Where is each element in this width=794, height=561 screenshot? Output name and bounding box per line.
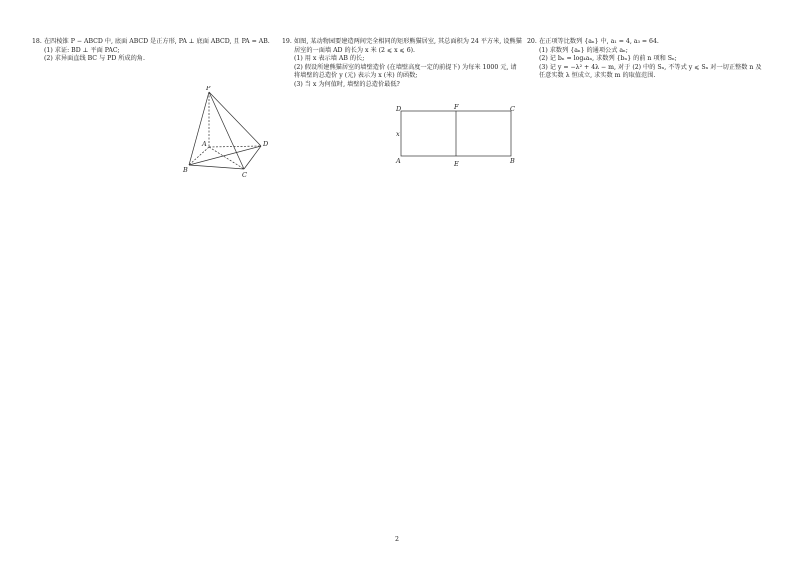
question-part-1: (1) 求证: BD ⊥ 平面 PAC; (44, 46, 120, 54)
question-number: 20. (527, 38, 537, 45)
question-part-2: (2) 假设所建熊猫居室的墙壁造价 (在墙壁高度一定的前提下) 为每米 1000 元, 请将墙壁的总造价 y (元) 表示为 x (米) 的函数; (294, 63, 517, 80)
rooms-figure (392, 104, 522, 168)
question-part-2: (2) 记 bₙ = log₄aₙ, 求数列 {bₙ} 的前 n 项和 Sₙ; (539, 55, 677, 63)
question-part-3: (3) 当 x 为何值时, 墙壁的总造价最低? (294, 80, 400, 88)
side-label-x: x (396, 130, 400, 138)
point-label-d: D (396, 105, 402, 113)
question-part-2: (2) 求异面直线 BC 与 PD 所成的角. (44, 55, 145, 63)
point-label-f: F (454, 104, 459, 111)
vertex-label-d: D (263, 140, 269, 148)
vertex-label-a: A (202, 140, 207, 148)
question-part-1: (1) 用 x 表示墙 AB 的长; (294, 55, 365, 63)
question-part-1: (1) 求数列 {aₙ} 的通项公式 aₙ; (539, 46, 628, 54)
vertex-label-b: B (183, 166, 188, 174)
vertex-label-c: C (242, 171, 247, 178)
question-stem: 如图, 某动物园要建造两间完全相同的矩形熊猫居室, 其总面积为 24 平方米, 设熊猫居室的一面墙 AD 的长为 x 米 (2 ⩽ x ⩽ 6). (294, 38, 522, 54)
question-part-3: (3) 记 y = −λ² + 4λ − m, 对于 (2) 中的 Sₙ, 不等式 y ⩽ Sₙ 对一切正整数 n 及任意实数 λ 恒成立, 求实数 m 的取值范围. (539, 63, 762, 80)
question-18 (32, 38, 272, 178)
point-label-e: E (454, 160, 459, 168)
pyramid-figure (182, 86, 272, 178)
page-number: 2 (395, 536, 399, 543)
point-label-b: B (510, 157, 515, 165)
vertex-label-p: P (206, 86, 211, 92)
question-stem: 在四棱锥 P − ABCD 中, 底面 ABCD 是正方形, PA ⊥ 底面 ABCD, 且 PA = AB. (44, 38, 270, 45)
point-label-c: C (510, 105, 515, 113)
point-label-a: A (396, 157, 401, 165)
question-number: 18. (32, 38, 42, 45)
question-number: 19. (282, 38, 292, 45)
question-stem: 在正项等比数列 {aₙ} 中, a₁ = 4, a₃ = 64. (539, 38, 659, 45)
question-19 (282, 38, 522, 168)
question-20 (527, 38, 767, 81)
